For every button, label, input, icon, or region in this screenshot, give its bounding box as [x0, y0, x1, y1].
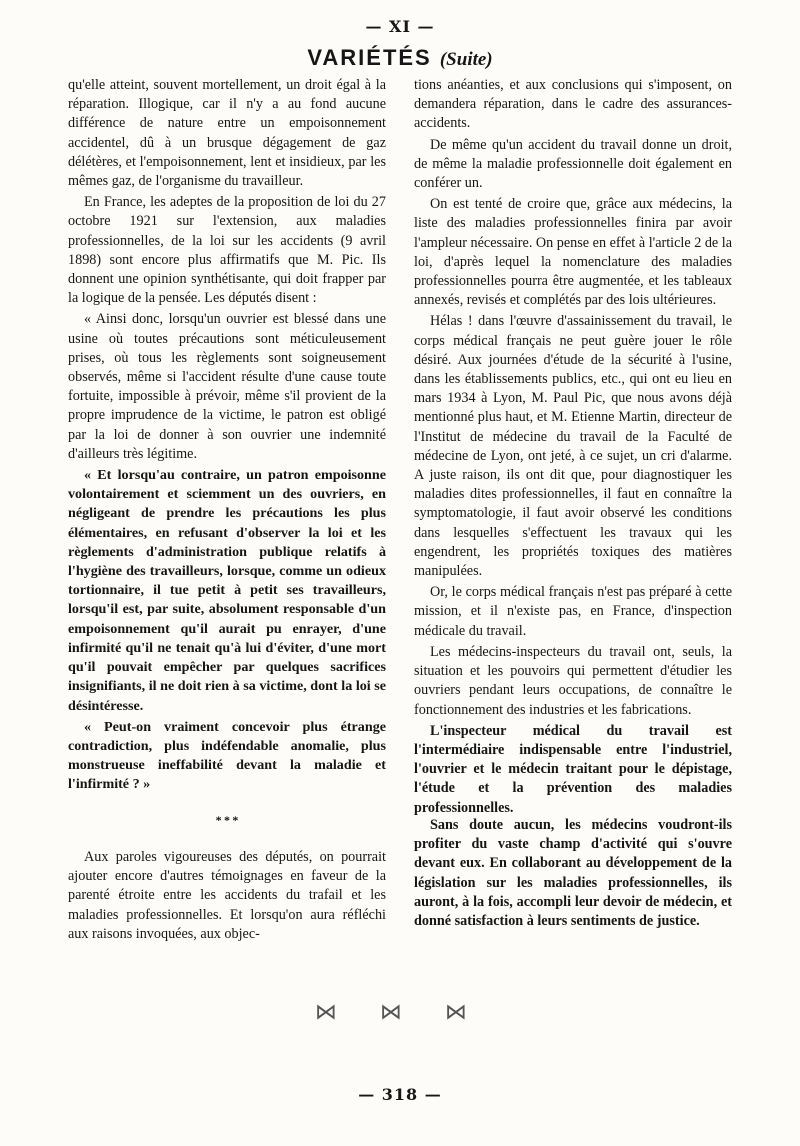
- paragraph: En France, les adeptes de la proposition de loi du 27 octobre 1921 sur l'extension, aux maladies professionnelles, de la loi sur les accidents (9 avril 1898) sont encore plus affirmatifs que M. Pic. Ils donnent une opinion synthétisante, qui doit frapper par la logique de la pensée. Les députés disent :: [68, 194, 386, 307]
- quote-paragraph: « Et lorsqu'au contraire, un patron empoisonne volontairement et sciemment un des ouvriers, en négligeant de prendre les précautions les plus élémentaires, en refusant d'observer la loi et les règlements d'administration publique relatifs à l'hygiène des travailleurs, lorsque, comme un odieux tortionnaire, il tue petit à petit ses travailleurs, lorsqu'il est, par suite, absolument responsable d'un empoisonnement qu'il aurait pu enrayer, d'une infirmité qu'il ne tenait qu'à lui d'éviter, d'une mort qu'il pouvait empêcher par quelques sacrifices insignifiants, il ne doit rien à sa victime, dont la loi se désintéresse.: [68, 467, 386, 714]
- quote-paragraph: « Peut-on vraiment concevoir plus étrange contradiction, plus indéfendable anomalie, plus monstrueuse ineffabilité devant la maladie et l'infirmité ? »: [68, 718, 386, 793]
- paragraph: Aux paroles vigoureuses des députés, on pourrait ajouter encore d'autres témoignages en faveur de la parenté étroite entre les accidents du trafail et les maladies professionnelles. Et lorsqu'on aura réfléchi aux raisons invoquées, aux objec-: [68, 849, 386, 942]
- paragraph: De même qu'un accident du travail donne un droit, de même la maladie professionnelle doit également en conférer un.: [414, 136, 732, 192]
- section-suite-label: (Suite): [439, 49, 493, 70]
- section-title: [0, 45, 800, 71]
- asterism-separator: * * *: [215, 813, 239, 827]
- quote-paragraph: « Ainsi donc, lorsqu'un ouvrier est blessé dans une usine où toutes précautions sont méticuleusement prises, où tous les règlements sont soigneusement observés, même si l'accident résulte d'une cause toute fortuite, impossible à prévoir, même s'il provient de la propre imprudence de la victime, le patron est obligé par la loi de donner à son ouvrier une indemnité d'ailleurs très légitime.: [68, 311, 386, 462]
- paragraph: qu'elle atteint, souvent mortellement, un droit égal à la réparation. Illogique, car il n'y a au fond aucune différence de nature entre un empoisonnement accidentel, dû à un brusque dégagement de gaz délétères, et l'empoisonnement, lent et insidieux, par les mêmes gaz, de l'organisme du travailleur.: [68, 77, 386, 190]
- page-number: — 318 —: [358, 1085, 442, 1104]
- paragraph: Hélas ! dans l'œuvre d'assainissement du travail, le corps médical français ne peut guère jouer le rôle désiré. Aux journées d'étude de la sécurité à l'usine, dans les établissements publics, etc., qui ont eu lieu en mars 1934 à Lyon, M. Paul Pic, que nous avons déjà mentionné plus haut, et M. Etienne Martin, directeur de l'Institut de médecine du travail de la Faculté de médecine de Lyon, ont jeté, à ce sujet, un cri d'alarme. A juste raison, ils ont dit que, pour diagnostiquer les maladies dites professionnelles, il faut en connaître la symptomatologie, il faut avoir observé les conditions dans lesquelles s'effectuent les travaux qui les engendrent, les propriétés toxiques des matières manipulées.: [414, 313, 732, 580]
- paragraph: tions anéanties, et aux conclusions qui s'imposent, on demandera réparation, dans le cadre des assurances-accidents.: [414, 77, 732, 132]
- roman-page-number: — XI —: [365, 17, 435, 36]
- section-title-text: VARIÉTÉS: [307, 45, 432, 70]
- paragraph: Sans doute aucun, les médecins voudront-ils profiter du vaste champ d'activité qui s'ouvre devant eux. En collaborant au développement de la législation sur les maladies professionnelles, ils auront, à la fois, accompli leur devoir de médecin, et donné satisfaction à leurs sentiments de justice.: [414, 817, 732, 930]
- right-column: [414, 76, 733, 930]
- paragraph: Les médecins-inspecteurs du travail ont, seuls, la situation et les pouvoirs qui permettent d'étudier les ouvriers pendant leurs occupations, de connaître le fonctionnement des industries et les fabrications.: [414, 643, 732, 718]
- left-column: [68, 76, 386, 942]
- paragraph: Or, le corps médical français n'est pas préparé à cette mission, et il n'existe pas, en France, d'inspection médicale du travail.: [414, 584, 732, 639]
- paragraph: On est tenté de croire que, grâce aux médecins, la liste des maladies professionnelles finira par avoir l'ampleur nécessaire. On pense en effet à l'article 2 de la loi, d'après lequel la nomenclature des maladies professionnelles pourra être augmentée, et les tableaux annexés, revisés et complétés par des lois ultérieures.: [414, 196, 733, 309]
- decorative-ornament: ⋈ ⋈ ⋈: [315, 1000, 485, 1025]
- paragraph: L'inspecteur médical du travail est l'intermédiaire indispensable entre l'industriel, l'ouvrier et le médecin traitant pour le dépistage, l'étude et la prévention des maladies professionnelles.: [414, 722, 732, 816]
